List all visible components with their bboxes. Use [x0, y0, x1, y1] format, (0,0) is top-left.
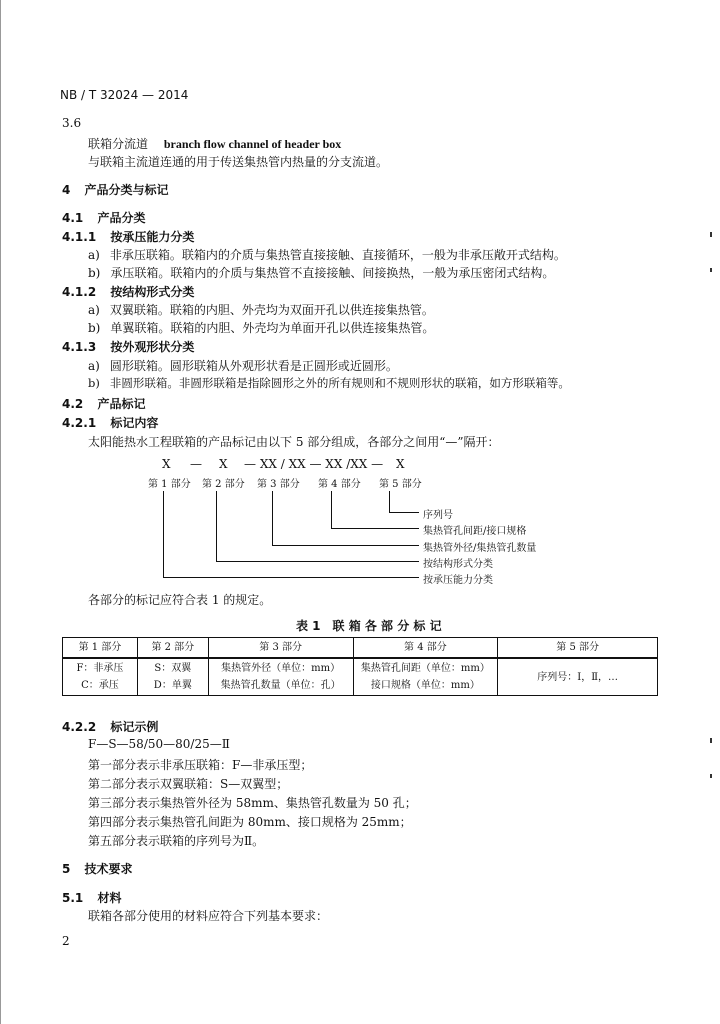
- leader-line: [389, 512, 419, 513]
- code-part: X: [162, 457, 171, 471]
- example-line: 第五部分表示联箱的序列号为Ⅱ。: [88, 834, 265, 848]
- section-heading: [62, 181, 169, 198]
- table-header-cell: 第 3 部分: [208, 638, 353, 659]
- table-header-cell: 第 4 部分: [353, 638, 498, 659]
- cell-line: 集热管孔间距（单位：mm）: [360, 663, 490, 674]
- list-text: 单翼联箱。联箱的内胆、外壳均为单面开孔以供连接集热管。: [110, 321, 435, 335]
- list-item: [88, 301, 434, 318]
- section-title: 标记内容: [110, 416, 159, 430]
- section-title: 产品分类: [97, 211, 146, 225]
- table-header-cell: 第 5 部分: [498, 638, 658, 659]
- table-cell: [137, 658, 208, 696]
- cell-line: D：单翼: [153, 680, 192, 691]
- leader-line: [216, 561, 419, 562]
- part-label: 第 3 部分: [257, 479, 300, 490]
- page-number: 2: [62, 934, 70, 948]
- table-header-cell: 第 1 部分: [63, 638, 138, 659]
- part-label: 第 5 部分: [379, 479, 422, 490]
- leader-line: [272, 491, 273, 546]
- subsection-heading: [62, 338, 194, 355]
- cell-line: 集热管外径（单位：mm）: [221, 663, 341, 674]
- diagram-label: 按承压能力分类: [423, 575, 493, 586]
- cell-line: C：承压: [81, 680, 119, 691]
- table-cell: [208, 658, 353, 696]
- section-number: 5: [62, 862, 71, 876]
- leader-line: [331, 528, 419, 529]
- list-label: a): [88, 303, 100, 317]
- scan-mark: [710, 268, 712, 272]
- list-label: b): [88, 266, 101, 280]
- section-number: 4.1.1: [62, 230, 97, 244]
- section-title: 产品分类与标记: [84, 183, 169, 197]
- paragraph: 联箱各部分使用的材料应符合下列基本要求：: [88, 909, 329, 923]
- paragraph: 各部分的标记应符合表 1 的规定。: [88, 593, 272, 607]
- scan-mark: [710, 232, 712, 237]
- section-heading: [62, 209, 145, 226]
- part-label: 第 4 部分: [318, 479, 361, 490]
- list-item: [88, 375, 570, 391]
- section-number: 4.1: [62, 211, 84, 225]
- section-number: 4.1.3: [62, 340, 97, 354]
- section-title: 按承压能力分类: [110, 230, 195, 244]
- subsection-heading: [62, 718, 158, 735]
- code-part: X: [396, 457, 405, 471]
- example-line: 第三部分表示集热管外径为 58mm、集热管孔数量为 50 孔；: [88, 796, 417, 810]
- diagram-label: 序列号: [423, 510, 453, 521]
- table-row: [63, 658, 658, 696]
- term-en: branch flow channel of header box: [163, 137, 342, 151]
- code-separator: —: [190, 457, 202, 471]
- leader-line: [389, 491, 390, 513]
- table-cell: 序列号：Ⅰ，Ⅱ，…: [498, 658, 658, 696]
- list-label: a): [88, 359, 100, 373]
- subsection-heading: [62, 283, 194, 300]
- example-line: 第二部分表示双翼联箱：S—双翼型；: [88, 777, 289, 791]
- section-number: 4.1.2: [62, 285, 97, 299]
- leader-line: [331, 491, 332, 529]
- cell-line: 接口规格（单位：mm）: [370, 680, 480, 691]
- cell-line: S：双翼: [154, 663, 192, 674]
- section-number: 4: [62, 183, 71, 197]
- list-text: 承压联箱。联箱内的介质与集热管不直接接触、间接换热，一般为承压密闭式结构。: [110, 266, 555, 280]
- section-title: 技术要求: [84, 862, 133, 876]
- list-label: b): [88, 321, 101, 335]
- part-label: 第 2 部分: [202, 479, 245, 490]
- section-title: 产品标记: [97, 397, 146, 411]
- section-number: 4.2: [62, 397, 84, 411]
- table-header-cell: 第 2 部分: [137, 638, 208, 659]
- leader-line: [272, 545, 419, 546]
- section-heading: [62, 860, 133, 877]
- section-number: 4.2.2: [62, 720, 97, 734]
- section-number: 4.2.1: [62, 416, 97, 430]
- part-label: 第 1 部分: [148, 479, 191, 490]
- table-cell: [63, 658, 138, 696]
- section-title: 按外观形状分类: [110, 340, 195, 354]
- list-text: 双翼联箱。联箱的内胆、外壳均为双面开孔以供连接集热管。: [109, 303, 434, 317]
- marking-example: F—S—58/50—80/25—Ⅱ: [88, 737, 230, 751]
- leader-line: [163, 577, 419, 578]
- page-edge-rule: [0, 0, 1, 1024]
- leader-line: [163, 491, 164, 578]
- term-definition-head: [88, 135, 341, 152]
- term-cn: 联箱分流道: [88, 137, 149, 151]
- list-item: [88, 246, 566, 263]
- cell-line: 集热管孔数量（单位：孔）: [220, 680, 341, 691]
- section-number: 3.6: [62, 116, 82, 130]
- cell-line: F：非承压: [76, 663, 124, 674]
- subsection-heading: [62, 228, 194, 245]
- code-part: — XX / XX — XX /XX —: [244, 457, 384, 471]
- table-cell: [353, 658, 498, 696]
- list-label: b): [88, 376, 100, 390]
- section-title: 按结构形式分类: [110, 285, 195, 299]
- diagram-label: 按结构形式分类: [423, 559, 493, 570]
- diagram-label: 集热管外径/集热管孔数量: [423, 543, 537, 554]
- scan-mark: [710, 774, 712, 778]
- section-title: 标记示例: [110, 720, 159, 734]
- subsection-heading: [62, 414, 158, 431]
- list-item: [88, 319, 434, 336]
- list-item: [88, 357, 398, 374]
- scan-mark: [710, 738, 712, 743]
- list-text: 圆形联箱。圆形联箱从外观形状看是正圆形或近圆形。: [109, 359, 398, 373]
- example-line: 第一部分表示非承压联箱：F—非承压型；: [88, 758, 313, 772]
- doc-header: NB / T 32024 — 2014: [60, 88, 189, 102]
- list-label: a): [88, 248, 100, 262]
- list-text: 非圆形联箱。非圆形联箱是指除圆形之外的所有规则和不规则形状的联箱，如方形联箱等。: [109, 376, 570, 390]
- section-title: 材料: [97, 891, 122, 905]
- list-item: [88, 264, 554, 281]
- section-number: 5.1: [62, 891, 84, 905]
- section-heading: [62, 395, 145, 412]
- diagram-label: 集热管孔间距/接口规格: [423, 526, 527, 537]
- marking-table: [62, 637, 658, 696]
- paragraph: 太阳能热水工程联箱的产品标记由以下 5 部分组成，各部分之间用“—”隔开：: [88, 435, 500, 449]
- code-part: X: [219, 457, 228, 471]
- table-header-row: [63, 638, 658, 659]
- section-heading: [62, 889, 121, 906]
- list-text: 非承压联箱。联箱内的介质与集热管直接接触、直接循环，一般为非承压敞开式结构。: [109, 248, 566, 262]
- table-caption: 表 1 联 箱 各 部 分 标 记: [296, 619, 442, 633]
- term-definition: 与联箱主流道连通的用于传送集热管内热量的分支流道。: [88, 155, 389, 169]
- example-line: 第四部分表示集热管孔间距为 80mm、接口规格为 25mm；: [88, 815, 412, 829]
- leader-line: [216, 491, 217, 562]
